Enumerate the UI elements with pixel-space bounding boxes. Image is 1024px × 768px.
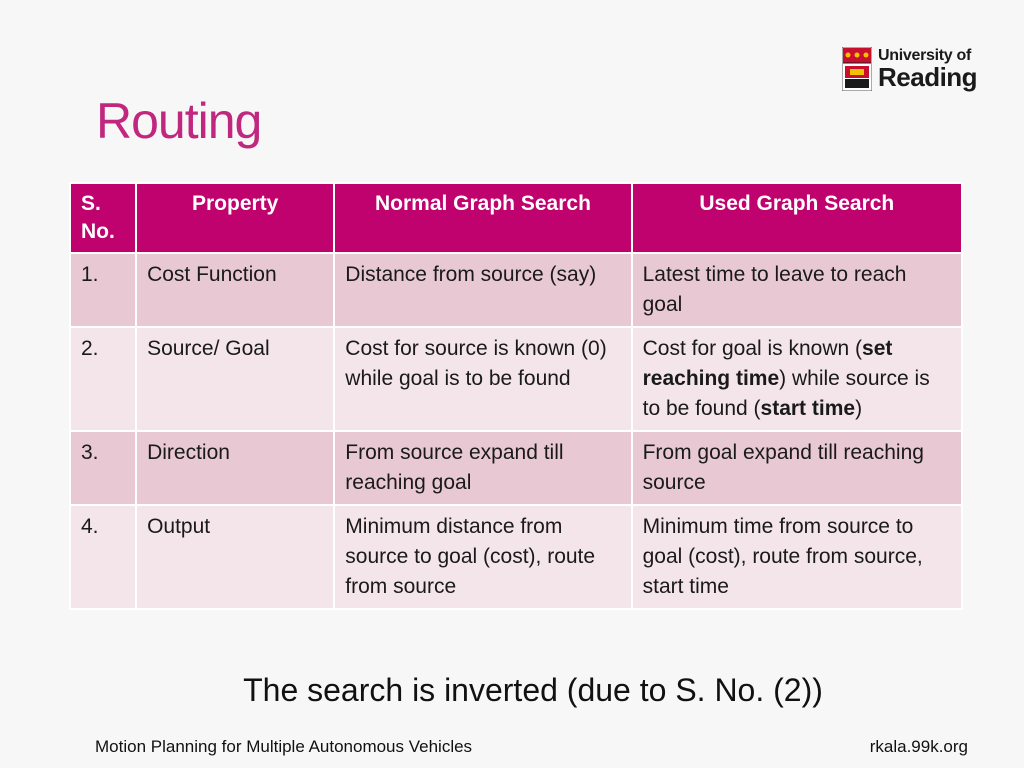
logo-line2: Reading xyxy=(878,62,978,92)
cell-property: Source/ Goal xyxy=(136,327,334,431)
cell-used-text: ) xyxy=(855,397,863,420)
table-row xyxy=(70,253,962,327)
cell-normal: Distance from source (say) xyxy=(334,253,631,327)
cell-sno: 3. xyxy=(70,431,136,505)
cell-used-bold: start time xyxy=(760,397,856,420)
cell-property: Cost Function xyxy=(136,253,334,327)
cell-normal: Cost for source is known (0) while goal is to be found xyxy=(334,327,631,431)
cell-used-bold: set reaching time xyxy=(642,337,893,390)
header-sno: S. No. xyxy=(70,183,136,253)
cell-sno: 2. xyxy=(70,327,136,431)
cell-normal: From source expand till reaching goal xyxy=(334,431,631,505)
cell-used xyxy=(632,431,962,505)
slide-title: Routing xyxy=(96,93,262,149)
slide-caption: The search is inverted (due to S. No. (2)) xyxy=(243,672,823,708)
cell-property: Direction xyxy=(136,431,334,505)
logo-line1: University of xyxy=(878,47,972,64)
cell-used xyxy=(632,505,962,609)
cell-used-text: ) while source is to be found ( xyxy=(642,367,930,420)
cell-used-text: Cost for goal is known ( xyxy=(642,337,863,360)
table-row xyxy=(70,327,962,431)
cell-used-text: From goal expand till reaching source xyxy=(642,441,924,494)
header-used: Used Graph Search xyxy=(632,183,962,253)
header-property: Property xyxy=(136,183,334,253)
cell-used-text: Latest time to leave to reach goal xyxy=(642,263,907,316)
cell-used-text: Minimum time from source to goal (cost), route from source, start time xyxy=(642,515,923,598)
cell-used xyxy=(632,253,962,327)
footer-url: rkala.99k.org xyxy=(869,737,968,756)
shield-icon xyxy=(842,47,872,91)
header-normal: Normal Graph Search xyxy=(334,183,631,253)
table-row xyxy=(70,505,962,609)
footer-title: Motion Planning for Multiple Autonomous Vehicles xyxy=(95,737,473,756)
cell-normal: Minimum distance from source to goal (cost), route from source xyxy=(334,505,631,609)
table-row xyxy=(70,431,962,505)
university-logo xyxy=(842,47,977,91)
cell-sno: 4. xyxy=(70,505,136,609)
cell-used xyxy=(632,327,962,431)
cell-sno: 1. xyxy=(70,253,136,327)
routing-table xyxy=(69,182,963,610)
table-header-row xyxy=(70,183,962,253)
cell-property: Output xyxy=(136,505,334,609)
